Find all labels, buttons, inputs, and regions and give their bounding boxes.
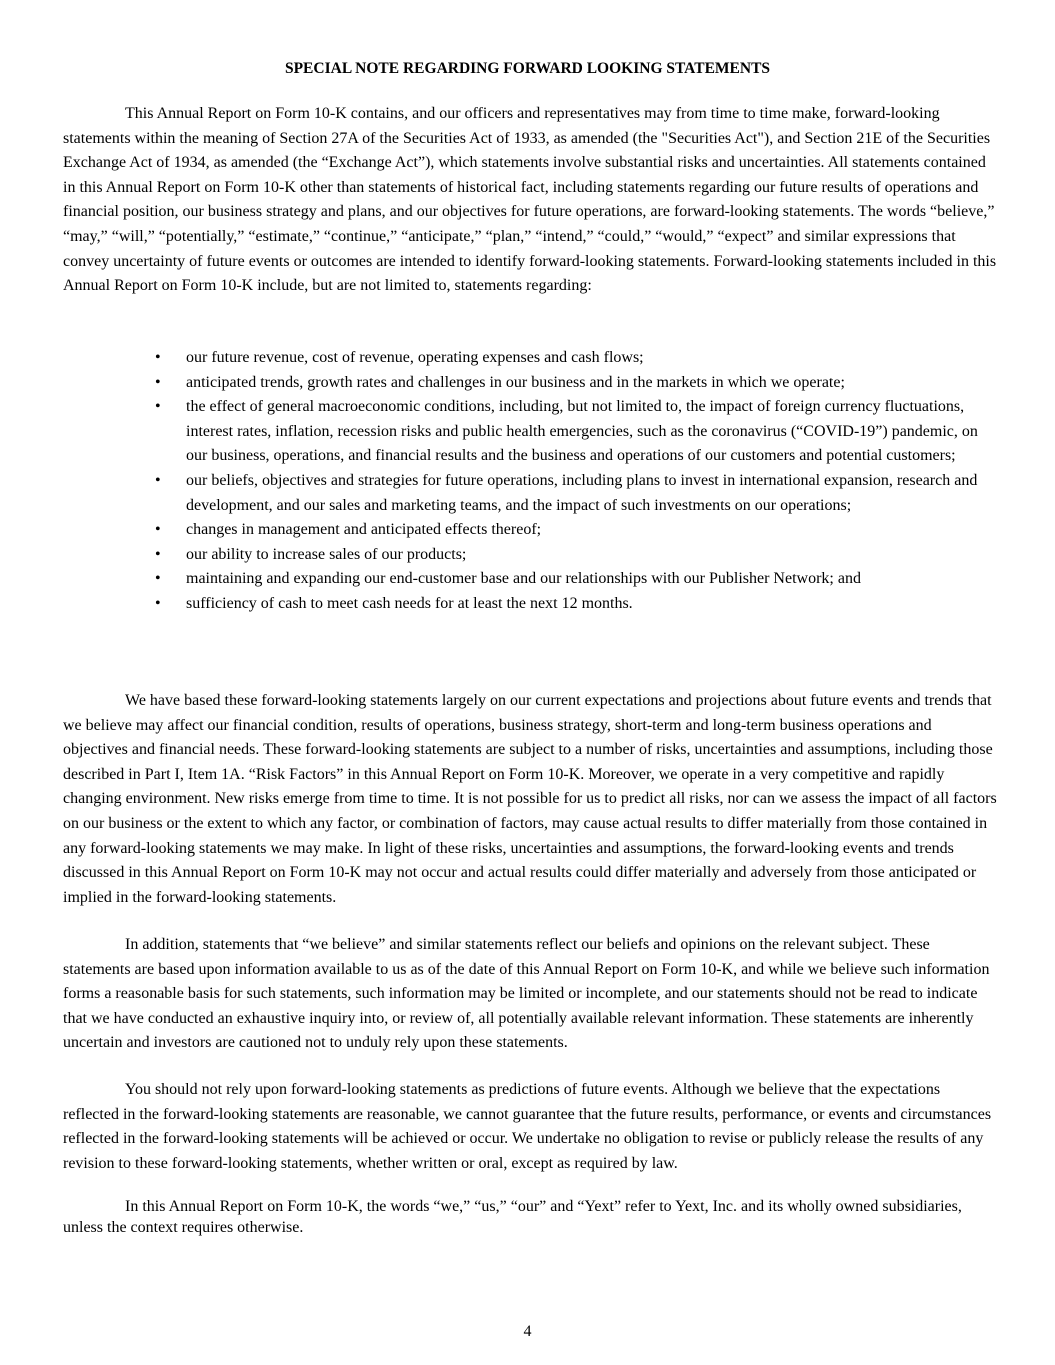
list-item xyxy=(63,371,999,396)
bullet-icon: • xyxy=(155,594,161,612)
reliance-paragraph-block xyxy=(63,1078,999,1176)
reliance-paragraph: You should not rely upon forward-looking statements as predictions of future events. Although we believe that the expectations reflected in the forward-looking statements are reasonable, we cannot guarantee that the future results, performance, or events and circumstances reflected in the forward-looking statements will be achieved or occur. We undertake no obligation to revise or publicly release the results of any revision to these forward-looking statements, whether written or oral, except as required by law. xyxy=(63,1081,992,1172)
bullet-icon: • xyxy=(155,521,161,539)
forward-looking-topics-list xyxy=(63,346,999,617)
bullet-icon: • xyxy=(155,373,161,391)
list-item xyxy=(63,518,999,543)
list-item-text: anticipated trends, growth rates and challenges in our business and in the markets in which we operate; xyxy=(186,373,845,391)
list-item-text: our future revenue, cost of revenue, operating expenses and cash flows; xyxy=(186,349,644,366)
intro-paragraph: This Annual Report on Form 10-K contains, and our officers and representatives may from time to time make, forward-looking statements within the meaning of Section 27A of the Securities Act of 1933, as amended (the "Securities Act"), and Section 21E of the Securities Exchange Act of 1934, as amended (the “Exchange Act”), which statements involve substantial risks and uncertainties. All statements contained in this Annual Report on Form 10-K other than statements of historical fact, including statements regarding our future results of operations and financial position, our business strategy and plans, and our objectives for future operations, are forward-looking statements. The words “believe,” “may,” “will,” “potentially,” “estimate,” “continue,” “anticipate,” “plan,” “intend,” “could,” “would,” “expect” and similar expressions that convey uncertainty of future events or outcomes are intended to identify forward-looking statements. Forward-looking statements included in this Annual Report on Form 10-K include, but are not limited to, statements regarding: xyxy=(63,105,997,295)
bullet-icon: • xyxy=(155,398,161,416)
page-number: 4 xyxy=(523,1323,532,1340)
definitions-paragraph-block xyxy=(63,1196,999,1238)
bullet-icon: • xyxy=(155,545,161,563)
list-item-text: maintaining and expanding our end-customer base and our relationships with our Publisher Network; and xyxy=(186,570,861,588)
list-item-text: the effect of general macroeconomic conditions, including, but not limited to, the impact of foreign currency fluctuations, interest rates, inflation, recession risks and public health emergencies, such as the coronavirus (“COVID-19”) pandemic, on our business, operations, and financial results and the business and operations of our customers and potential customers; xyxy=(186,398,978,465)
list-item-text: sufficiency of cash to meet cash needs for at least the next 12 months. xyxy=(186,594,633,612)
list-item xyxy=(63,592,999,617)
list-item-text: our ability to increase sales of our products; xyxy=(186,545,467,563)
bullet-icon: • xyxy=(155,349,161,366)
list-item xyxy=(63,543,999,568)
bullet-icon: • xyxy=(155,471,161,489)
basis-paragraph-block xyxy=(63,689,999,910)
beliefs-paragraph-block xyxy=(63,933,999,1056)
list-item xyxy=(63,469,999,518)
page-heading: SPECIAL NOTE REGARDING FORWARD LOOKING STATEMENTS xyxy=(284,60,771,77)
bullet-icon: • xyxy=(155,570,161,588)
list-item xyxy=(63,567,999,592)
beliefs-paragraph: In addition, statements that “we believe” and similar statements reflect our beliefs and opinions on the relevant subject. These statements are based upon information available to us as of the date of this Annual Report on Form 10-K, and while we believe such information forms a reasonable basis for such statements, such information may be limited or incomplete, and our statements should not be read to indicate that we have conducted an exhaustive inquiry into, or review of, all potentially available relevant information. These statements are inherently uncertain and investors are cautioned not to unduly rely upon these statements. xyxy=(63,936,990,1052)
intro-paragraph-block xyxy=(63,102,999,299)
definitions-paragraph: In this Annual Report on Form 10-K, the words “we,” “us,” “our” and “Yext” refer to Yext, Inc. and its wholly owned subsidiaries, unless the context requires otherwise. xyxy=(63,1198,962,1236)
list-item-text: our beliefs, objectives and strategies for future operations, including plans to invest in international expansion, research and development, and our sales and marketing teams, and the impact of such investments on our operations; xyxy=(186,471,978,514)
list-item xyxy=(63,346,999,371)
list-item xyxy=(63,395,999,469)
list-item-text: changes in management and anticipated effects thereof; xyxy=(186,521,542,539)
basis-paragraph: We have based these forward-looking statements largely on our current expectations and projections about future events and trends that we believe may affect our financial condition, results of operations, business strategy, short-term and long-term business operations and objectives and financial needs. These forward-looking statements are subject to a number of risks, uncertainties and assumptions, including those described in Part I, Item 1A. “Risk Factors” in this Annual Report on Form 10-K. Moreover, we operate in a very competitive and rapidly changing environment. New risks emerge from time to time. It is not possible for us to predict all risks, nor can we assess the impact of all factors on our business or the extent to which any factor, or combination of factors, may cause actual results to differ materially from those contained in any forward-looking statements we may make. In light of these risks, uncertainties and assumptions, the forward-looking events and trends discussed in this Annual Report on Form 10-K may not occur and actual results could differ materially and adversely from those anticipated or implied in the forward-looking statements. xyxy=(63,692,997,906)
